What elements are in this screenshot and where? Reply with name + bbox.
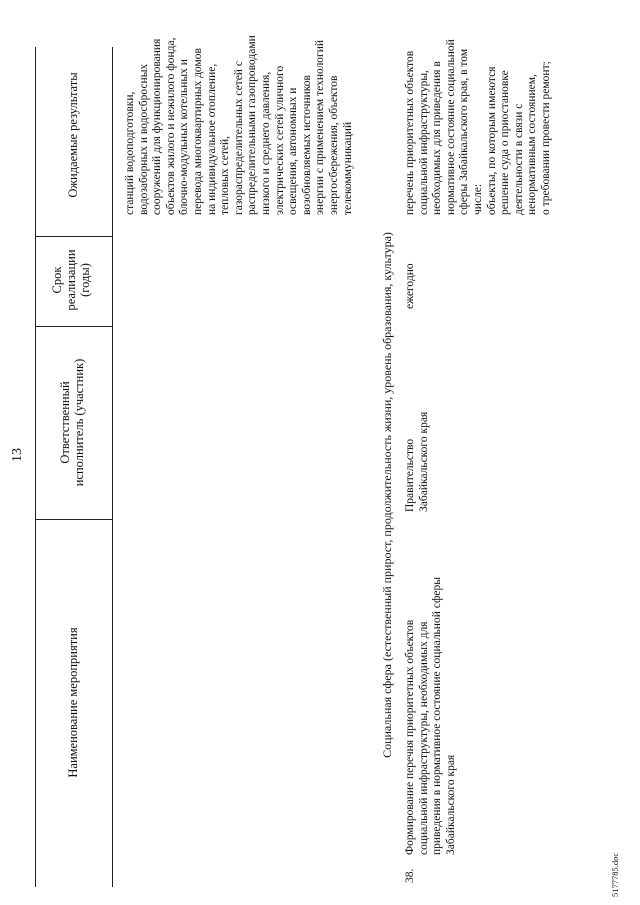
row-responsible xyxy=(404,412,431,512)
results-continuation xyxy=(124,35,355,215)
column-divider-3 xyxy=(35,236,112,237)
results-line: сооружений для функционирования xyxy=(151,38,164,215)
results-line: перевода многоквартирных домов xyxy=(191,48,204,215)
results-line: перечень приоритетных объектов xyxy=(404,50,416,215)
row-number: 38. xyxy=(404,868,416,883)
results-line: освещения, автономных и xyxy=(287,87,300,215)
name-line: Забайкальского края xyxy=(444,754,457,855)
header-term: Срок реализации (годы) xyxy=(50,249,92,311)
results-line: энергии с применением технологий xyxy=(314,39,327,215)
results-line: тепловых сетей, xyxy=(219,135,232,215)
results-line: электрических сетей уличного xyxy=(273,65,286,215)
results-line: блочно-модульных котельных и xyxy=(178,59,191,215)
page-number: 13 xyxy=(10,448,25,462)
results-line: энергосбережения, объектов xyxy=(327,75,340,215)
results-line: необходимых для приведения в xyxy=(431,61,444,215)
row-name xyxy=(404,577,458,855)
section-title: Социальная сфера (естественный прирост, продолжительность жизни, уровень образования, культура) xyxy=(380,232,394,758)
results-line: о требовании провести ремонт; xyxy=(539,61,552,215)
results-line: распределительными газопроводами xyxy=(246,35,259,215)
name-line: приведения в нормативное состояние социальной сферы xyxy=(431,576,444,855)
name-line: социальной инфраструктуры, необходимых для xyxy=(417,621,430,855)
row-term: ежегодно xyxy=(404,263,416,309)
header-results: Ожидаемые результаты xyxy=(66,72,80,198)
table-top-border xyxy=(35,47,36,887)
row-results xyxy=(404,39,554,215)
column-divider-1 xyxy=(35,519,112,520)
name-line: Формирование перечня приоритетных объектов xyxy=(404,619,416,855)
results-line: деятельности в связи с xyxy=(512,103,525,215)
footer-doc-code: 5177785.doc xyxy=(610,852,620,897)
results-line: телекоммуникаций xyxy=(341,121,354,215)
results-line: станций водоподготовки, xyxy=(124,91,136,215)
header-name: Наименование мероприятия xyxy=(66,627,80,778)
responsible-line: Правительство xyxy=(404,438,416,512)
results-line: ненормативным состоянием, xyxy=(526,74,539,215)
results-line: низкого и среднего давления, xyxy=(259,71,272,215)
results-line: сферы Забайкальского края, в том xyxy=(458,48,471,215)
results-line: нормативное состояние социальной xyxy=(444,39,457,215)
results-line: решение суда о приостановке xyxy=(499,70,512,215)
results-line: газораспределительных сетей с xyxy=(232,61,245,215)
header-bottom-border xyxy=(112,47,113,887)
results-line: возобновляемых источников xyxy=(300,75,313,215)
results-line: объектов жилого и нежилого фонда, xyxy=(164,37,177,215)
results-line: числе: xyxy=(471,183,484,215)
header-responsible: Ответственный исполнитель (участник) xyxy=(58,358,86,487)
results-line: социальной инфраструктуры, xyxy=(417,70,430,215)
responsible-line: Забайкальского края xyxy=(417,411,430,512)
results-line: на индивидуальное отопление, xyxy=(205,63,218,215)
column-divider-2 xyxy=(35,326,112,327)
results-line: водозаборных и водосбросных xyxy=(137,63,150,215)
results-line: объекты, по которым имеются xyxy=(485,66,498,215)
